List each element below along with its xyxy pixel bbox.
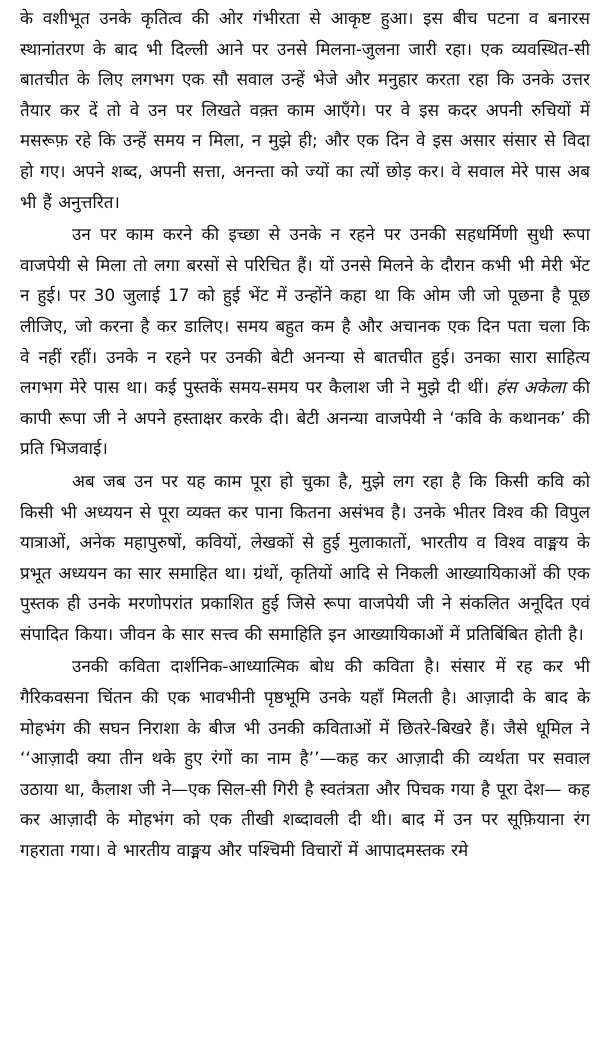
paragraph-1 bbox=[20, 4, 590, 218]
paragraph-2 bbox=[20, 220, 590, 465]
paragraph-2-text-start: उन पर काम करने की इच्छा से उनके न रहने पर उनकी सहधर्मिणी सुधी रूपा वाजपेयी से मिला तो लगा बरसों से परिचित हैं। यों उनसे मिलने के दौरान कभी भी मेरी भेंट न हुई। पर 30 जुलाई 17 को हुई भेंट में उन्होंने कहा था कि ओम जी जो पूछना है पूछ लीजिए, जो करना है कर डालिए। समय बहुत कम है और अचानक एक दिन पता चला कि वे नहीं रहीं। उनके न रहने पर उनकी बेटी अनन्या से बातचीत हुई। उनका सारा साहित्य लगभग मेरे पास था। कई पुस्तकें समय-समय पर कैलाश जी ने मुझे दी थीं। bbox=[20, 225, 590, 399]
book-title-italic: हंस अकेला bbox=[496, 378, 566, 399]
paragraph-4 bbox=[20, 652, 590, 866]
paragraph-2-text-end: की कापी रूपा जी ने अपने हस्ताक्षर करके दी। बेटी अनन्या वाजपेयी ने ‘कवि के कथानक’ की प्रति भिजवाई। bbox=[20, 378, 590, 460]
paragraph-3 bbox=[20, 467, 590, 651]
paragraph-3-text: अब जब उन पर यह काम पूरा हो चुका है, मुझे लग रहा है कि किसी कवि को किसी भी अध्ययन से पूरा व्यक्त कर पाना कितना असंभव है। उनके भीतर विश्व की विपुल यात्राओं, अनेक महापुरुषों, कवियों, लेखकों से हुई मुलाकातों, भारतीय व विश्व वाङ्मय के प्रभूत अध्ययन का सार समाहित था। ग्रंथों, कृतियों आदि से निकली आख्यायिकाओं की एक पुस्तक ही उनके मरणोपरांत प्रकाशित हुई जिसे रूपा वाजपेयी जी ने संकलित अनूदित एवं संपादित किया। जीवन के सार सत्त्व की समाहिति इन आख्यायिकाओं में प्रतिबिंबित होती है। bbox=[20, 471, 590, 645]
paragraph-1-text: के वशीभूत उनके कृतित्व की ओर गंभीरता से आकृष्ट हुआ। इस बीच पटना व बनारस स्थानांतरण के बाद भी दिल्ली आने पर उनसे मिलना-जुलना जारी रहा। एक व्यवस्थित-सी बातचीत के लिए लगभग एक सौ सवाल उन्हें भेजे और मनुहार करता रहा कि उनके उत्तर तैयार कर दें तो वे उन पर लिखते वक़्त काम आएँगे। पर वे इस कदर अपनी रुचियों में मसरूफ़ रहे कि उन्हें समय न मिला, न मुझे ही; और एक दिन वे इस असार संसार से विदा हो गए। अपने शब्द, अपनी सत्ता, अनन्ता को ज्यों का त्यों छोड़ कर। वे सवाल मेरे पास अब भी हैं अनुत्तरित। bbox=[20, 9, 590, 213]
paragraph-4-text: उनकी कविता दार्शनिक-आध्यात्मिक बोध की कविता है। संसार में रह कर भी गैरिकवसना चिंतन की एक भावभीनी पृष्ठभूमि उनके यहाँ मिलती है। आज़ादी के बाद के मोहभंग की सघन निराशा के बीज भी उनकी कविताओं में छितरे-बिखरे हैं। जैसे धूमिल ने ‘‘आज़ादी क्या तीन थके हुए रंगों का नाम है’’—कह कर आज़ादी की व्यर्थता पर सवाल उठाया था, कैलाश जी ने—एक सिल-सी गिरी है स्वतंत्रता और पिचक गया है पूरा देश— कह कर आज़ादी के मोहभंग को एक तीखी शब्दावली दी थी। बाद में उन पर सूफ़ियाना रंग गहराता गया। वे भारतीय वाङ्मय और पश्चिमी विचारों में आपादमस्तक रमे bbox=[20, 657, 590, 862]
